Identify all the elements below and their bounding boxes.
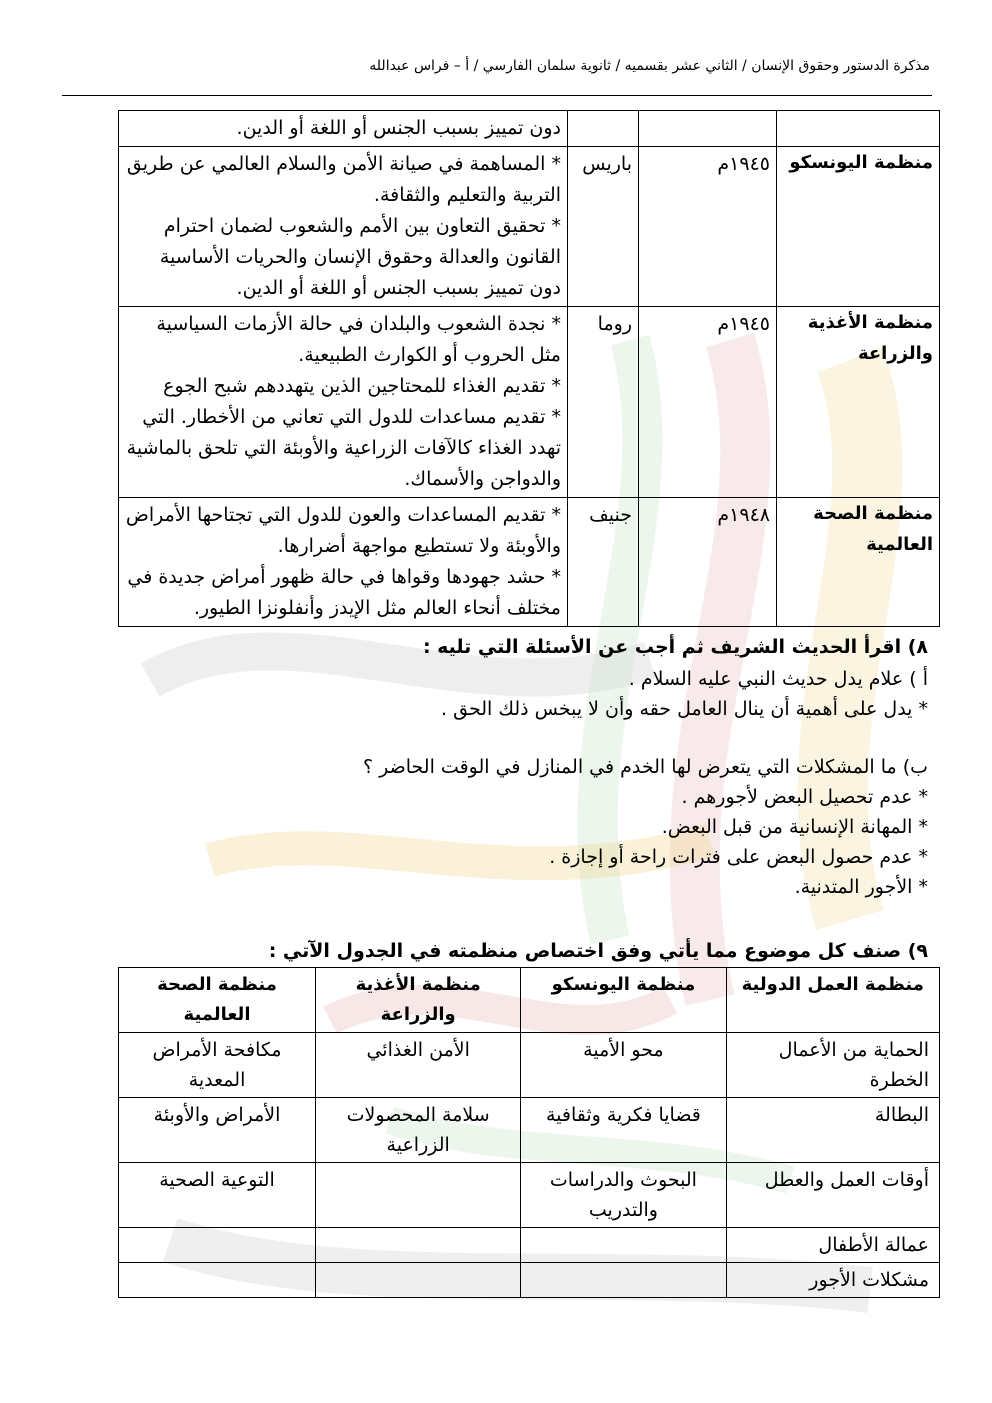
table-header-row bbox=[119, 968, 940, 1033]
table-cell bbox=[521, 1228, 726, 1263]
year-cell: ١٩٤٨م bbox=[639, 498, 777, 627]
answer-8b-item: * المهانة الإنسانية من قبل البعض. bbox=[661, 816, 928, 838]
table-cell bbox=[316, 1163, 521, 1228]
table-cell: مشكلات الأجور bbox=[726, 1263, 939, 1298]
city-cell: روما bbox=[568, 307, 639, 498]
table-cell: التوعية الصحية bbox=[119, 1163, 316, 1228]
year-cell: ١٩٤٥م bbox=[639, 147, 777, 307]
table-cell: الحماية من الأعمال الخطرة bbox=[726, 1033, 939, 1098]
table-cell: محو الأمية bbox=[521, 1033, 726, 1098]
table-cell bbox=[521, 1263, 726, 1298]
table-row bbox=[119, 147, 940, 307]
description-cell bbox=[119, 498, 568, 627]
table-cell: قضايا فكرية وثقافية bbox=[521, 1098, 726, 1163]
answer-8b-item: * الأجور المتدنية. bbox=[794, 876, 928, 898]
table-row bbox=[119, 1098, 940, 1163]
description-line: * تقديم المساعدات والعون للدول التي تجتاحها الأمراض والأوبئة ولا تستطيع مواجهة أضرارها. bbox=[125, 504, 561, 557]
table-row bbox=[119, 498, 940, 627]
org-cell: منظمة الأغذية والزراعة bbox=[777, 307, 940, 498]
column-header: منظمة الصحة العالمية bbox=[119, 968, 316, 1033]
table-row bbox=[119, 1033, 940, 1098]
table-row bbox=[119, 1228, 940, 1263]
table-cell: البحوث والدراسات والتدريب bbox=[521, 1163, 726, 1228]
table-cell bbox=[119, 1228, 316, 1263]
description-line: * تحقيق التعاون بين الأمم والشعوب لضمان احترام القانون والعدالة وحقوق الإنسان والحريات الأساسية دون تمييز بسبب الجنس أو اللغة أو الدين. bbox=[159, 215, 561, 299]
table-cell: عمالة الأطفال bbox=[726, 1228, 939, 1263]
city-cell: باريس bbox=[568, 147, 639, 307]
city-cell: جنيف bbox=[568, 498, 639, 627]
table-cell bbox=[316, 1228, 521, 1263]
question-8-title: ٨) اقرأ الحديث الشريف ثم أجب عن الأسئلة التي تليه : bbox=[422, 636, 928, 658]
description-line: * المساهمة في صيانة الأمن والسلام العالمي عن طريق التربية والتعليم والثقافة. bbox=[126, 153, 561, 206]
column-header: منظمة الأغذية والزراعة bbox=[316, 968, 521, 1033]
city-cell bbox=[568, 111, 639, 147]
question-9-title: ٩) صنف كل موضوع مما يأتي وفق اختصاص منظمته في الجدول الآتي : bbox=[268, 940, 928, 962]
org-cell: منظمة اليونسكو bbox=[777, 147, 940, 307]
organizations-table bbox=[118, 110, 940, 627]
description-cell bbox=[119, 111, 568, 147]
table-row bbox=[119, 307, 940, 498]
table-cell: سلامة المحصولات الزراعية bbox=[316, 1098, 521, 1163]
table-cell: البطالة bbox=[726, 1098, 939, 1163]
description-line: * تقديم مساعدات للدول التي تعاني من الأخطار. التي تهدد الغذاء كالآفات الزراعية والأوبئة التي تلحق بالماشية والدواجن والأسماك. bbox=[126, 406, 561, 490]
table-row bbox=[119, 1163, 940, 1228]
description-line: دون تمييز بسبب الجنس أو اللغة أو الدين. bbox=[236, 117, 561, 139]
table-cell: مكافحة الأمراض المعدية bbox=[119, 1033, 316, 1098]
table-cell: أوقات العمل والعطل bbox=[726, 1163, 939, 1228]
table-row bbox=[119, 111, 940, 147]
table-cell: الأمن الغذائي bbox=[316, 1033, 521, 1098]
org-cell bbox=[777, 111, 940, 147]
table-cell bbox=[119, 1263, 316, 1298]
question-8 bbox=[68, 632, 928, 902]
description-line: * تقديم الغذاء للمحتاجين الذين يتهددهم شبح الجوع bbox=[163, 375, 561, 397]
column-header: منظمة العمل الدولية bbox=[726, 968, 939, 1033]
answer-8b-item: * عدم تحصيل البعض لأجورهم . bbox=[681, 786, 928, 808]
year-cell: ١٩٤٥م bbox=[639, 307, 777, 498]
description-line: * نجدة الشعوب والبلدان في حالة الأزمات السياسية مثل الحروب أو الكوارث الطبيعية. bbox=[156, 313, 561, 366]
description-cell bbox=[119, 307, 568, 498]
column-header: منظمة اليونسكو bbox=[521, 968, 726, 1033]
page-header: مذكرة الدستور وحقوق الإنسان / الثاني عشر بقسميه / ثانوية سلمان الفارسي / أ – فراس عبدالله bbox=[369, 58, 930, 74]
table-row bbox=[119, 1263, 940, 1298]
table-cell: الأمراض والأوبئة bbox=[119, 1098, 316, 1163]
question-8a: أ ) علام يدل حديث النبي عليه السلام . bbox=[628, 668, 928, 690]
description-line: * حشد جهودها وقواها في حالة ظهور أمراض جديدة في مختلف أنحاء العالم مثل الإيدز وأنفلونزا الطيور. bbox=[127, 566, 561, 619]
table-cell bbox=[316, 1263, 521, 1298]
org-cell: منظمة الصحة العالمية bbox=[777, 498, 940, 627]
answer-8b-item: * عدم حصول البعض على فترات راحة أو إجازة . bbox=[549, 846, 928, 868]
header-divider bbox=[62, 95, 932, 96]
question-8b: ب) ما المشكلات التي يتعرض لها الخدم في المنازل في الوقت الحاضر ؟ bbox=[363, 756, 928, 778]
classification-table bbox=[118, 967, 940, 1298]
year-cell bbox=[639, 111, 777, 147]
description-cell bbox=[119, 147, 568, 307]
answer-8a: * يدل على أهمية أن ينال العامل حقه وأن لا يبخس ذلك الحق . bbox=[441, 698, 928, 720]
